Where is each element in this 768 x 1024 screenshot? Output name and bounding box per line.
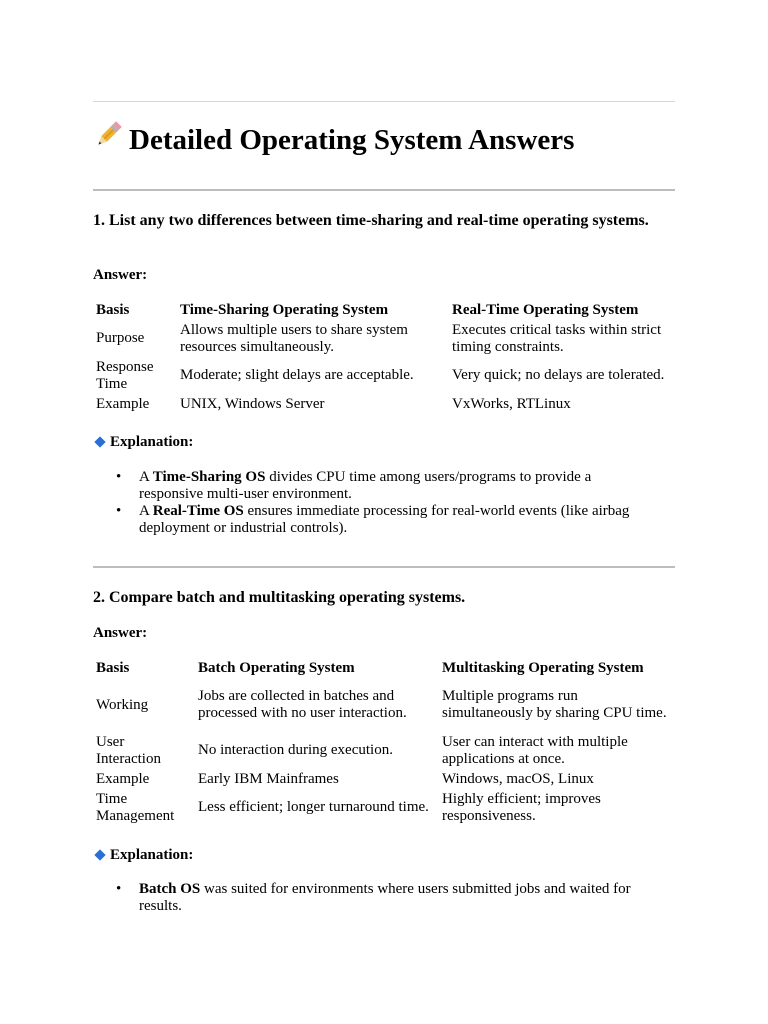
table-cell: No interaction during execution. bbox=[198, 742, 393, 758]
table-header-cell: Multitasking Operating System bbox=[442, 659, 644, 676]
table-cell: User Interaction bbox=[96, 733, 161, 767]
bullet-bold-term: Time-Sharing OS bbox=[152, 469, 266, 485]
explanation-label: Explanation: bbox=[110, 847, 194, 863]
list-item bbox=[93, 503, 653, 537]
table-cell: Allows multiple users to share system resources simultaneously. bbox=[180, 321, 408, 355]
table-header-cell: Basis bbox=[96, 659, 130, 676]
table-header-cell: Batch Operating System bbox=[198, 659, 355, 676]
table-cell: Multiple programs run simultaneously by sharing CPU time. bbox=[442, 688, 667, 721]
table-cell: Example bbox=[96, 770, 150, 787]
bullet-bold-term: Batch OS bbox=[139, 881, 201, 897]
section-divider bbox=[93, 566, 675, 568]
bullet-glyph: • bbox=[116, 881, 122, 897]
table-header-cell: Real-Time Operating System bbox=[452, 301, 639, 318]
top-divider bbox=[93, 101, 675, 102]
bullet-text: was suited for environments where users submitted jobs and waited for results. bbox=[139, 881, 631, 914]
table-header-cell: Basis bbox=[96, 301, 130, 318]
table-header-cell: Time-Sharing Operating System bbox=[180, 301, 389, 318]
bullet-text: A bbox=[139, 503, 153, 519]
table-cell: Moderate; slight delays are acceptable. bbox=[180, 367, 414, 383]
question-1: 1. List any two differences between time-sharing and real-time operating systems. bbox=[93, 212, 649, 229]
blue-diamond-icon bbox=[94, 436, 105, 447]
answer-label-1: Answer: bbox=[93, 267, 148, 283]
table-cell: Windows, macOS, Linux bbox=[442, 770, 594, 787]
table-row bbox=[93, 732, 675, 769]
table-cell: Response Time bbox=[96, 358, 154, 392]
comparison-table-2 bbox=[93, 658, 675, 826]
list-item bbox=[93, 469, 653, 503]
bullet-glyph: • bbox=[116, 503, 122, 519]
table-cell: Jobs are collected in batches and processed with no user interaction. bbox=[198, 688, 407, 721]
table-row bbox=[93, 394, 675, 414]
section-divider bbox=[93, 189, 675, 191]
pencil-icon bbox=[93, 118, 129, 163]
table-cell: Executes critical tasks within strict timing constraints. bbox=[452, 321, 662, 355]
table-row bbox=[93, 678, 675, 732]
comparison-table-1 bbox=[93, 300, 675, 414]
table-cell: UNIX, Windows Server bbox=[180, 395, 325, 412]
explanation-label: Explanation: bbox=[110, 434, 194, 450]
table-cell: Highly efficient; improves responsiveness. bbox=[442, 790, 601, 824]
table-cell: VxWorks, RTLinux bbox=[452, 395, 571, 412]
page-title-text: Detailed Operating System Answers bbox=[129, 124, 575, 156]
bullet-text: ensures immediate processing for real-world events (like airbag deployment or industrial controls). bbox=[139, 503, 630, 536]
table-cell: User can interact with multiple applications at once. bbox=[442, 733, 628, 767]
list-item bbox=[93, 881, 653, 915]
table-row bbox=[93, 320, 675, 357]
table-row bbox=[93, 789, 675, 826]
table-cell: Example bbox=[96, 395, 150, 412]
bullet-glyph: • bbox=[116, 469, 122, 485]
table-header-row bbox=[93, 658, 675, 678]
table-row bbox=[93, 769, 675, 789]
bullet-text: divides CPU time among users/programs to provide a responsive multi-user environment. bbox=[139, 469, 592, 502]
explanation-list-2 bbox=[93, 881, 653, 915]
table-cell: Less efficient; longer turnaround time. bbox=[198, 799, 429, 815]
bullet-text: A bbox=[139, 469, 153, 485]
table-header-row bbox=[93, 300, 675, 320]
table-cell: Working bbox=[96, 696, 149, 713]
explanation-heading-1 bbox=[93, 433, 193, 451]
question-2: 2. Compare batch and multitasking operating systems. bbox=[93, 589, 466, 606]
blue-diamond-icon bbox=[94, 849, 105, 860]
table-cell: Purpose bbox=[96, 330, 145, 346]
bullet-bold-term: Real-Time OS bbox=[152, 503, 244, 519]
page-title bbox=[93, 118, 574, 163]
table-row bbox=[93, 357, 675, 394]
table-cell: Time Management bbox=[96, 790, 175, 824]
explanation-heading-2 bbox=[93, 846, 193, 864]
table-cell: Very quick; no delays are tolerated. bbox=[452, 367, 665, 383]
answer-label-2: Answer: bbox=[93, 625, 148, 641]
table-cell: Early IBM Mainframes bbox=[198, 770, 339, 787]
explanation-list-1 bbox=[93, 469, 653, 537]
